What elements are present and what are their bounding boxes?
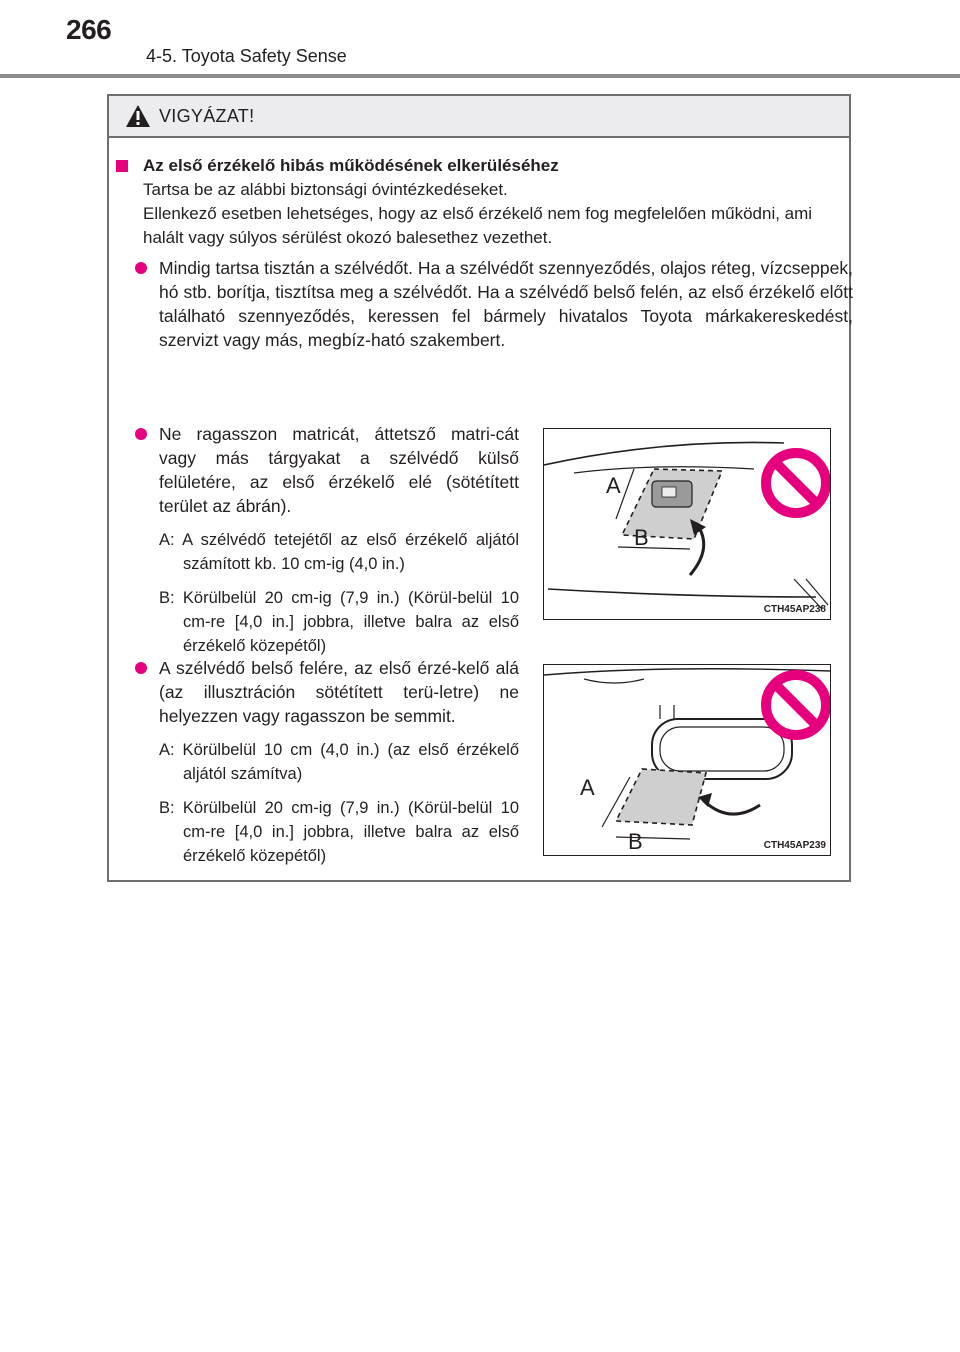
bullet-item-1 — [129, 256, 853, 352]
caution-intro-2: Ellenkező esetben lehetséges, hogy az első érzékelő nem fog megfelelően működni, ami halált vagy súlyos sérülést okozó balesethez vezethet. — [143, 204, 813, 247]
windshield-exterior-illustration — [544, 429, 830, 619]
caution-label: VIGYÁZAT! — [159, 105, 255, 126]
round-bullet-icon — [135, 428, 147, 440]
figure-windshield-exterior — [543, 428, 831, 620]
bullet-3-text: A szélvédő belső felére, az első érzé-kelő alá (az illusztráción sötétített terü-letre) ne helyezzen vagy ragasszon be semmit. — [159, 658, 519, 726]
bullet-item-3 — [129, 656, 519, 868]
figure-1-code: CTH45AP238 — [763, 604, 826, 615]
square-bullet-icon — [116, 160, 128, 172]
bullet-item-2 — [129, 422, 519, 658]
windshield-interior-illustration — [544, 665, 830, 855]
bullet-2-sub-a: A: A szélvédő tetejétől az első érzékelő aljától számított kb. 10 cm-ig (4,0 in.) — [159, 531, 519, 573]
figure-2-label-b: B — [628, 829, 643, 854]
bullet-2-sub-b: B: Körülbelül 20 cm-ig (7,9 in.) (Körül-belül 10 cm-re [4,0 in.] jobbra, illetve balra az első érzékelő közepétől) — [159, 589, 519, 655]
round-bullet-icon — [135, 662, 147, 674]
caution-header — [109, 96, 849, 138]
figure-2-code: CTH45AP239 — [763, 840, 826, 851]
bullet-2-text: Ne ragasszon matricát, áttetsző matri-cát vagy más tárgyakat a szélvédő külső felületére, az első érzékelő elé (sötétített terület az ábrán). — [159, 424, 519, 516]
caution-body — [109, 138, 853, 865]
figure-1-label-a: A — [606, 473, 621, 498]
header-divider — [0, 74, 960, 78]
caution-intro-1: Tartsa be az alábbi biztonsági óvintézkedéseket. — [143, 180, 508, 199]
caution-box — [107, 94, 851, 882]
bullet-3-sub-a: A: Körülbelül 10 cm (4,0 in.) (az első érzékelő aljától számítva) — [159, 741, 519, 783]
bullet-1-text: Mindig tartsa tisztán a szélvédőt. Ha a szélvédőt szennyeződés, olajos réteg, vízcseppek, hó stb. borítja, tisztítsa meg a szélvédőt. Ha a szélvédő belső felén, az első érzékelő előtt található szennyeződés, keressen fel bármely hivatalos Toyota márkakereskedést, szervizt vagy más, megbíz-ható szakembert. — [159, 258, 853, 350]
section-title: 4-5. Toyota Safety Sense — [146, 46, 347, 66]
figure-windshield-interior — [543, 664, 831, 856]
bullet-3-sub-b: B: Körülbelül 20 cm-ig (7,9 in.) (Körül-belül 10 cm-re [4,0 in.] jobbra, illetve balra az első érzékelő közepétől) — [159, 799, 519, 865]
round-bullet-icon — [135, 262, 147, 274]
figure-2-label-a: A — [580, 775, 595, 800]
warning-icon — [125, 104, 151, 128]
figure-1-label-b: B — [634, 525, 649, 550]
page-number: 266 — [66, 14, 112, 45]
caution-section — [109, 154, 849, 250]
caution-heading: Az első érzékelő hibás működésének elkerüléséhez — [143, 156, 559, 175]
